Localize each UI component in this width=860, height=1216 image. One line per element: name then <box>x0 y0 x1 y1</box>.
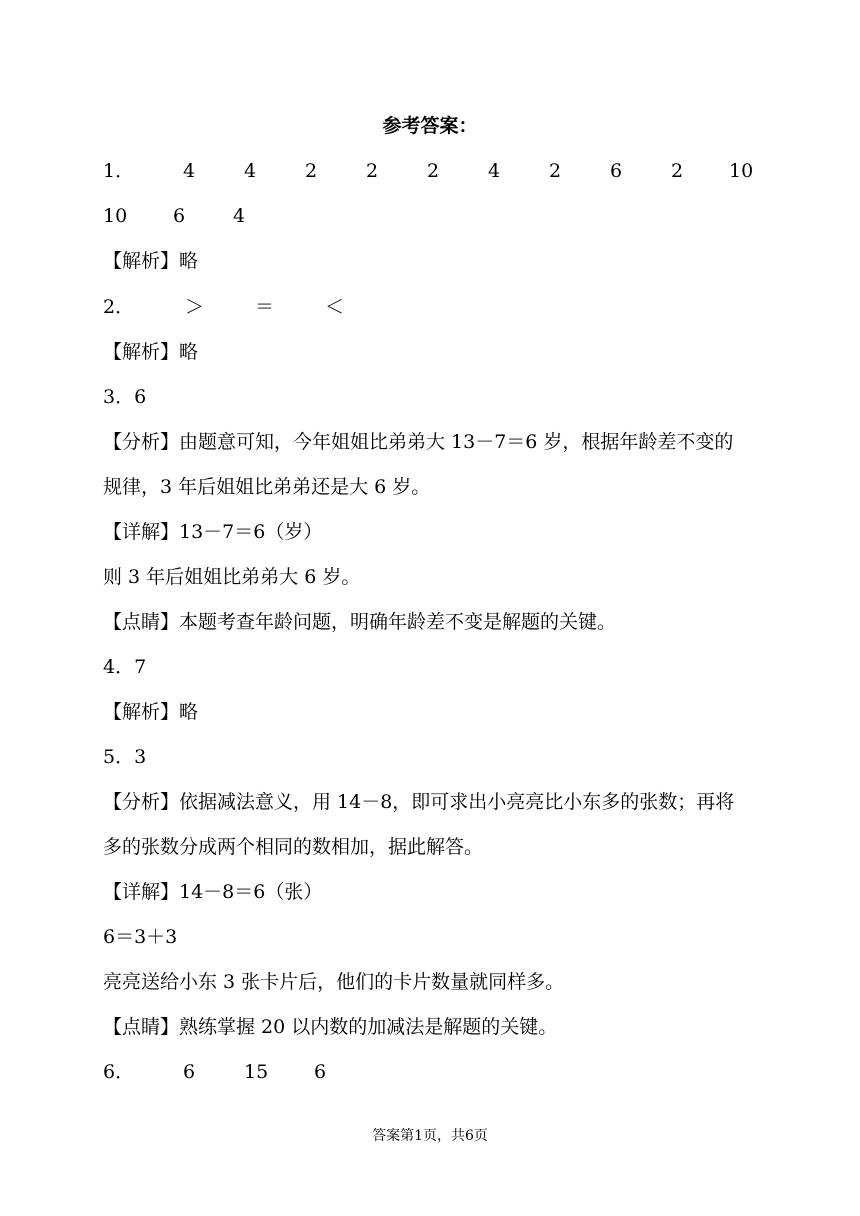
q2-label: 2． <box>103 296 135 318</box>
q5-comment: 【点睛】熟练掌握 20 以内数的加减法是解题的关键。 <box>103 1016 558 1038</box>
q1-value: 6 <box>610 160 623 182</box>
q5-detail-line-1: 【详解】14－8＝6（张） <box>103 881 323 903</box>
q3-detail-line-2: 则 3 年后姐姐比弟弟大 6 岁。 <box>103 566 361 588</box>
q1-analysis: 【解析】略 <box>103 250 199 272</box>
q5-detail-line-2: 6＝3＋3 <box>103 926 178 948</box>
q2-value: ＝ <box>255 296 275 318</box>
q1-value: 4 <box>183 160 196 182</box>
page-title: 参考答案： <box>382 115 478 137</box>
q6-value: 6 <box>183 1061 196 1083</box>
q1-value: 6 <box>173 205 186 227</box>
q1-label: 1． <box>103 160 135 182</box>
q3-analysis-line-2: 规律，3 年后姐姐比弟弟还是大 6 岁。 <box>103 476 431 498</box>
q4-answer: 4．7 <box>103 656 147 678</box>
q2-value: ＞ <box>185 296 205 318</box>
q6-value: 15 <box>244 1061 269 1083</box>
q3-comment: 【点睛】本题考查年龄问题，明确年龄差不变是解题的关键。 <box>103 611 617 633</box>
page-footer: 答案第1页，共6页 <box>372 1128 488 1144</box>
q1-value: 2 <box>427 160 440 182</box>
q1-value: 10 <box>729 160 754 182</box>
q5-analysis-line-1: 【分析】依据减法意义，用 14－8，即可求出小亮亮比小东多的张数；再将 <box>103 791 735 813</box>
q6-value: 6 <box>314 1061 327 1083</box>
q2-value: ＜ <box>325 296 345 318</box>
q2-analysis: 【解析】略 <box>103 341 199 363</box>
q1-value: 10 <box>103 205 128 227</box>
q6-label: 6． <box>103 1061 135 1083</box>
q1-value: 2 <box>549 160 562 182</box>
q1-value: 4 <box>488 160 501 182</box>
q4-analysis: 【解析】略 <box>103 701 199 723</box>
q3-detail-line-1: 【详解】13－7＝6（岁） <box>103 521 323 543</box>
q3-analysis-line-1: 【分析】由题意可知，今年姐姐比弟弟大 13－7＝6 岁，根据年龄差不变的 <box>103 431 734 453</box>
q1-value: 2 <box>305 160 318 182</box>
q3-answer: 3．6 <box>103 386 147 408</box>
q1-value: 2 <box>366 160 379 182</box>
q1-value: 2 <box>671 160 684 182</box>
q5-detail-line-3: 亮亮送给小东 3 张卡片后，他们的卡片数量就同样多。 <box>103 971 565 993</box>
q5-answer: 5．3 <box>103 746 147 768</box>
q1-value: 4 <box>233 205 246 227</box>
q5-analysis-line-2: 多的张数分成两个相同的数相加，据此解答。 <box>103 836 484 858</box>
q1-value: 4 <box>244 160 257 182</box>
